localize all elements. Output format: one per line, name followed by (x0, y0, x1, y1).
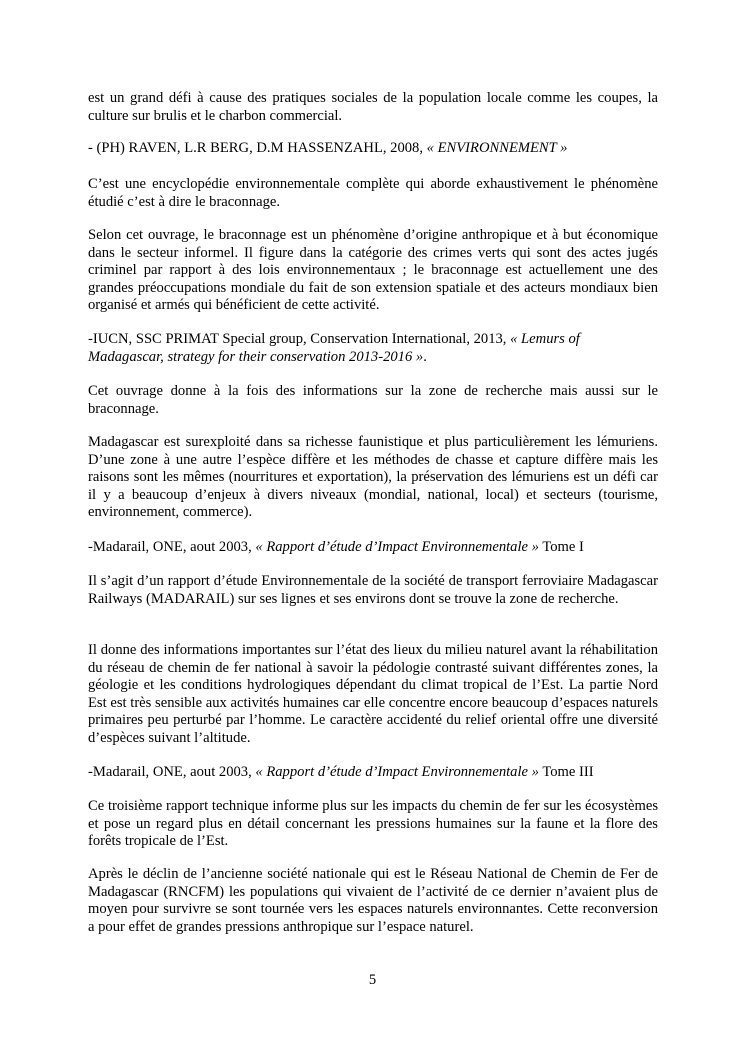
paragraph-braconnage: Selon cet ouvrage, le braconnage est un phénomène d’origine anthropique et à but économique dans le secteur informel. Il figure dans la catégorie des crimes verts qui sont des actes jugés criminel par rapport à des lois environnementaux ; le braconnage est actuellement une des grandes préoccupations mondiale du fait de son extension spatiale et des acteurs mondiaux bien organisé et armés qui bénéficient de cette activité. (88, 227, 658, 314)
reference-title: « Lemurs of Madagascar, strategy for their conservation 2013-2016 » (88, 331, 580, 365)
reference-madarail-tome-3 (88, 764, 658, 782)
reference-title: « Rapport d’étude d’Impact Environnementale » (255, 539, 539, 555)
reference-authors: - (PH) RAVEN, L.R BERG, D.M HASSENZAHL, 2008, (88, 140, 427, 156)
intro-paragraph: est un grand défi à cause des pratiques sociales de la population locale comme les coupes, la culture sur brulis et le charbon commercial. (88, 90, 658, 124)
reference-suffix: . (423, 348, 427, 365)
paragraph-declin: Après le déclin de l’ancienne société nationale qui est le Réseau National de Chemin de Fer de Madagascar (RNCFM) les populations qui vivaient de l’activité de ce dernier n’avaient plus de moyen pour survivre se sont tournée vers les espaces naturels environnantes. Cette reconversion a pour effet de grandes pressions anthropique sur l’espace naturel. (88, 866, 658, 935)
reference-raven (88, 140, 658, 158)
reference-authors: -IUCN, SSC PRIMAT Special group, Conservation International, 2013, (88, 331, 511, 347)
reference-suffix: Tome I (538, 539, 584, 555)
paragraph-madagascar: Madagascar est surexploité dans sa richesse faunistique et plus particulièrement les lémuriens. D’une zone à une autre l’espèce diffère et les méthodes de chasse et capture diffère mais les raisons sont les mêmes (nourritures et exportation), la préservation des lémuriens est un défi car il y a beaucoup d’enjeux à divers niveaux (mondial, national, local) et secteurs (tourisme, environnement, commerce). (88, 434, 658, 521)
reference-title: « ENVIRONNEMENT » (426, 140, 568, 156)
paragraph-informations: Il donne des informations importantes sur l’état des lieux du milieu naturel avant la réhabilitation du réseau de chemin de fer national à savoir la pédologie contrasté suivant différentes zones, la géologie et les conditions hydrologiques dépendant du climat tropical de l’Est. La partie Nord Est est très sensible aux activités humaines car elle concentre encore beaucoup d’espaces naturels primaires peu perturbé par l’homme. Le caractère accidenté du relief oriental offre une diversité d’espèces suivant l’altitude. (88, 642, 658, 746)
reference-authors: -Madarail, ONE, aout 2003, (88, 539, 256, 555)
reference-iucn (88, 331, 658, 366)
paragraph-ouvrage: Cet ouvrage donne à la fois des informations sur la zone de recherche mais aussi sur le braconnage. (88, 383, 658, 417)
page-number: 5 (368, 972, 377, 988)
reference-title: « Rapport d’étude d’Impact Environnementale » (255, 764, 539, 780)
paragraph-troisieme-rapport: Ce troisième rapport technique informe plus sur les impacts du chemin de fer sur les écosystèmes et pose un regard plus en détail concernant les pressions humaines sur la faune et la flore des forêts tropicale de l’Est. (88, 798, 658, 850)
paragraph-rapport: Il s’agit d’un rapport d’étude Environnementale de la société de transport ferroviaire Madagascar Railways (MADARAIL) sur ses lignes et ses environs dont se trouve la zone de recherche. (88, 573, 658, 607)
paragraph-encyclopedie: C’est une encyclopédie environnementale complète qui aborde exhaustivement le phénomène étudié c’est à dire le braconnage. (88, 176, 658, 210)
reference-suffix: Tome III (538, 764, 594, 780)
reference-authors: -Madarail, ONE, aout 2003, (88, 764, 256, 780)
reference-madarail-tome-1 (88, 539, 658, 557)
